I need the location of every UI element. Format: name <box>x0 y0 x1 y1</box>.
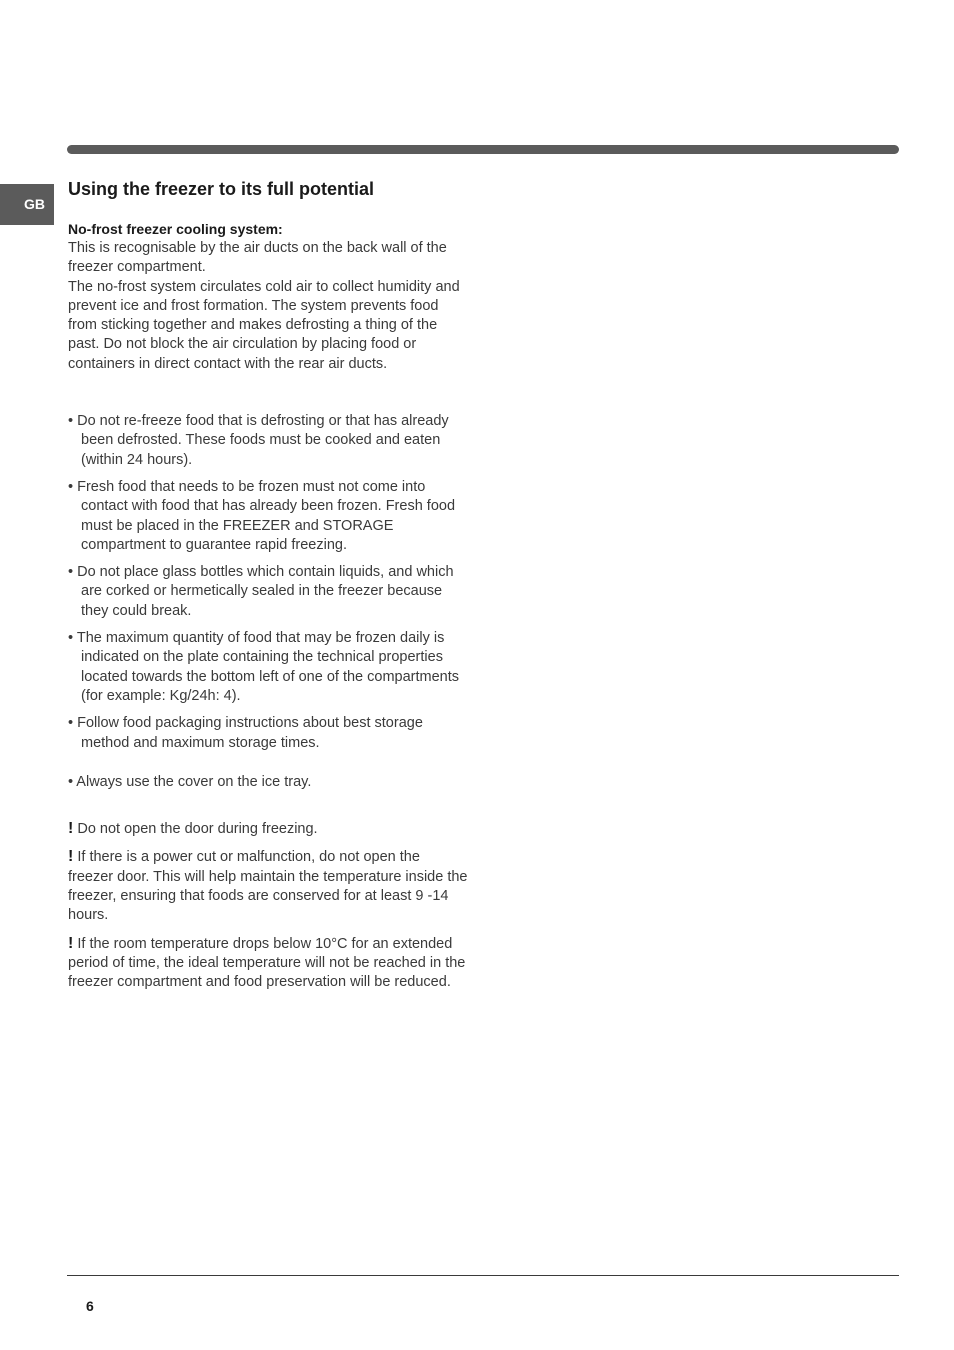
list-item: • Fresh food that needs to be frozen must not come into contact with food that has already been frozen. Fresh food must be placed in the FREEZER and STORAGE compartment to guarantee rapid freezing. <box>68 478 456 553</box>
list-item: • Do not re-freeze food that is defrosting or that has already been defrosted. These foods must be cooked and eaten (within 24 hours). <box>68 413 449 468</box>
warning-icon: ! <box>68 934 74 952</box>
warning-text: If there is a power cut or malfunction, do not open the freezer door. This will help maintain the temperature inside the freezer, ensuring that foods are conserved for at least 9 -14 hours. <box>68 849 468 924</box>
main-content <box>68 176 468 1001</box>
warning-icon: ! <box>68 820 74 838</box>
list-item: • The maximum quantity of food that may be frozen daily is indicated on the plate containing the technical properties located towards the bottom left of one of the compartments (for example: Kg/24h: 4). <box>68 630 460 704</box>
section-heading: Using the freezer to its full potential <box>68 179 375 199</box>
usage-tips-list <box>68 412 468 792</box>
warning-item <box>68 934 468 993</box>
footer-divider <box>67 1275 899 1276</box>
warning-item <box>68 847 468 925</box>
warning-icon: ! <box>68 848 74 866</box>
warning-text: If the room temperature drops below 10°C for an extended period of time, the ideal temperature will not be reached in the freezer compartment and food preservation will be reduced. <box>68 935 466 991</box>
list-item: • Follow food packaging instructions about best storage method and maximum storage times. <box>68 715 423 751</box>
header-divider-bar <box>67 145 899 154</box>
list-item: • Do not place glass bottles which contain liquids, and which are corked or hermetically sealed in the freezer because they could break. <box>68 564 454 619</box>
language-tab: GB <box>0 184 54 225</box>
section-subheading: No-frost freezer cooling system: <box>68 221 283 237</box>
page-number: 6 <box>86 1298 94 1314</box>
warnings-section <box>68 819 468 992</box>
paragraph-no-frost-system: The no-frost system circulates cold air to collect humidity and prevent ice and frost formation. The system prevents food from sticking together and makes defrosting a thing of the past. Do not block the air circulation by placing food or containers in direct contact with the rear air ducts. <box>68 278 460 372</box>
warning-text: Do not open the door during freezing. <box>77 821 318 838</box>
list-item: • Always use the cover on the ice tray. <box>68 773 312 790</box>
warning-item <box>68 819 468 839</box>
paragraph-air-ducts: This is recognisable by the air ducts on the back wall of the freezer compartment. <box>68 240 447 276</box>
